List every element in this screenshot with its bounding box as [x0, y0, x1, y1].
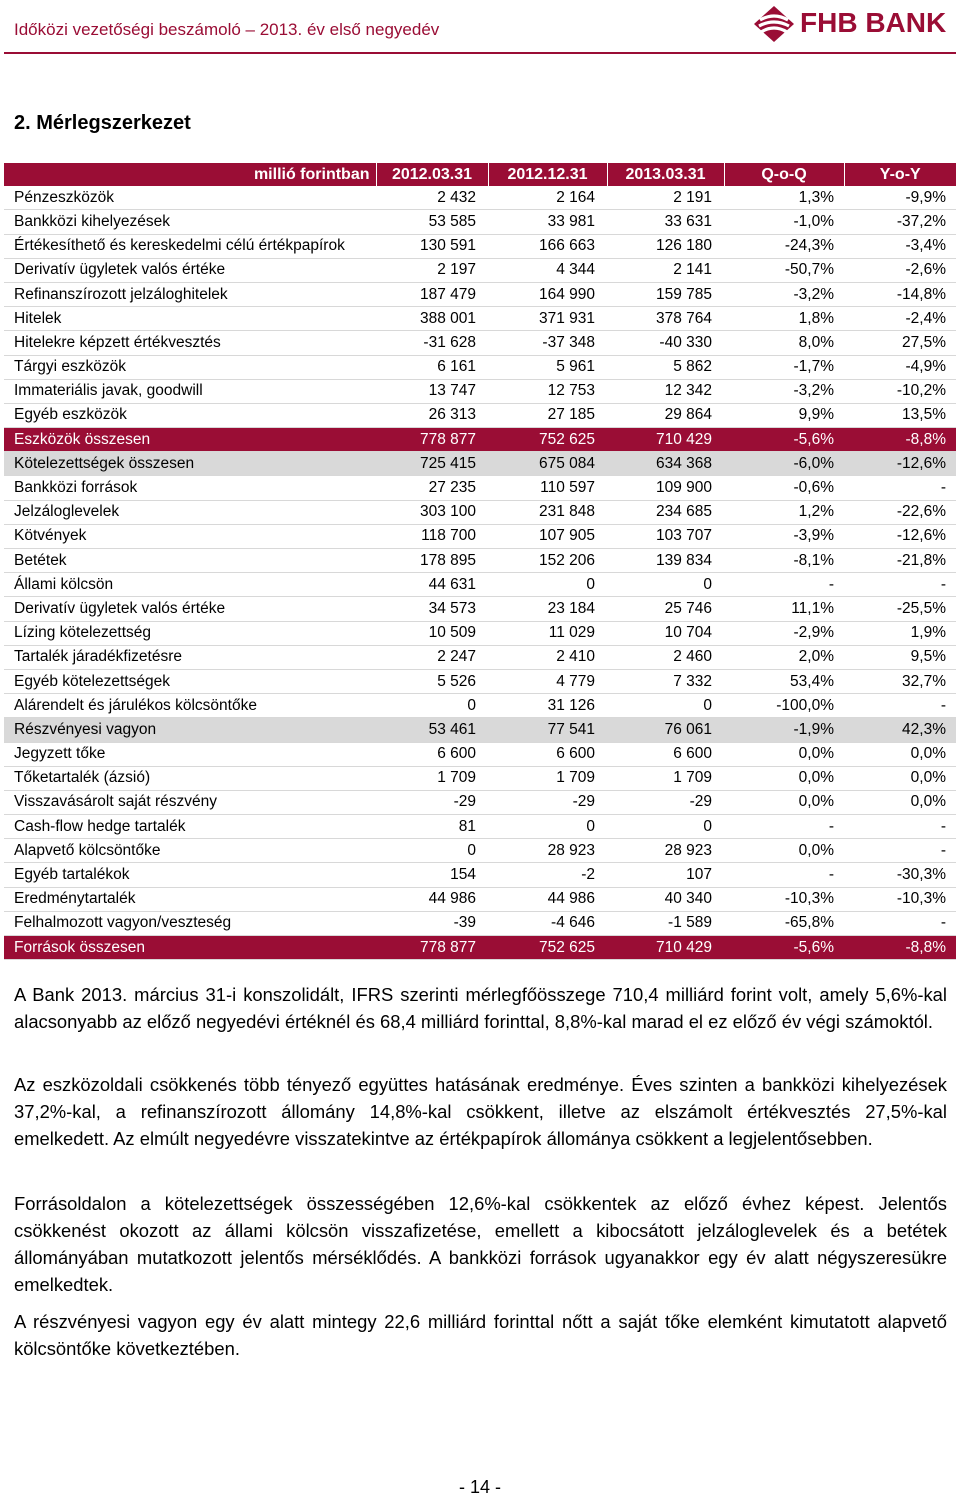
row-label: Kötvények: [14, 527, 87, 545]
value-2012-03-31: 2 197: [437, 261, 476, 279]
row-label: Jelzáloglevelek: [14, 503, 120, 521]
value-2012-12-31: -4 646: [551, 914, 595, 932]
value-2012-12-31: 5 961: [556, 358, 595, 376]
value-2013-03-31: 107: [686, 866, 712, 884]
value-2012-03-31: 2 247: [437, 648, 476, 666]
value-2012-03-31: 778 877: [376, 428, 488, 452]
paragraph: A részvényesi vagyon egy év alatt mintegy 22,6 milliárd forinttal nőtt a saját tőke elemként kimutatott alapvető kölcsöntőke következtében.: [14, 1311, 947, 1359]
yoy-change: -2,4%: [905, 309, 946, 327]
value-2012-12-31: 4 344: [556, 261, 595, 279]
value-2012-12-31: 4 779: [556, 672, 595, 690]
qoq-change: -0,6%: [793, 479, 834, 497]
row-label: Kötelezettségek összesen: [4, 452, 376, 476]
row-label: Cash-flow hedge tartalék: [14, 817, 186, 835]
table-row: [4, 839, 956, 863]
row-label: Derivatív ügyletek valós értéke: [14, 599, 226, 617]
value-2012-03-31: 44 631: [428, 575, 476, 593]
table-row: [4, 742, 956, 766]
qoq-change: 1,3%: [798, 188, 834, 206]
header-divider: [4, 52, 956, 54]
row-label: Egyéb eszközök: [14, 406, 127, 424]
table-row: [4, 500, 956, 524]
table-row: [4, 428, 956, 452]
yoy-change: -8,8%: [844, 428, 956, 452]
table-row: [4, 403, 956, 427]
yoy-change: -: [940, 817, 946, 835]
table-row: [4, 258, 956, 282]
value-2013-03-31: 25 746: [664, 599, 712, 617]
row-label: Tőketartalék (ázsió): [14, 769, 151, 787]
yoy-change: -14,8%: [896, 285, 946, 303]
qoq-change: -3,2%: [793, 285, 834, 303]
table-row: [4, 307, 956, 331]
balance-sheet-table: [4, 163, 956, 960]
value-2013-03-31: 7 332: [673, 672, 712, 690]
table-row: [4, 597, 956, 621]
qoq-change: 11,1%: [791, 599, 834, 617]
table-row: [4, 331, 956, 355]
value-2013-03-31: 126 180: [655, 237, 712, 255]
row-label: Alárendelt és járulékos kölcsöntőke: [14, 696, 257, 714]
table-row: [4, 694, 956, 718]
yoy-change: 0,0%: [910, 745, 946, 763]
qoq-change: 2,0%: [798, 648, 834, 666]
row-label: Derivatív ügyletek valós értéke: [14, 261, 226, 279]
row-label: Visszavásárolt saját részvény: [14, 793, 218, 811]
value-2012-03-31: 53 585: [428, 212, 476, 230]
value-2012-12-31: 27 185: [547, 406, 595, 424]
yoy-change: -9,9%: [905, 188, 946, 206]
value-2012-03-31: 0: [467, 696, 476, 714]
table-row: [4, 476, 956, 500]
value-2013-03-31: 1 709: [673, 769, 712, 787]
value-2012-03-31: 1 709: [437, 769, 476, 787]
yoy-change: 9,5%: [910, 648, 946, 666]
yoy-change: -10,2%: [896, 382, 946, 400]
value-2012-12-31: -37 348: [542, 333, 595, 351]
qoq-change: 0,0%: [798, 841, 834, 859]
yoy-change: -: [940, 914, 946, 932]
value-2012-03-31: 10 509: [428, 624, 476, 642]
value-2013-03-31: 378 764: [655, 309, 712, 327]
value-2012-12-31: 23 184: [547, 599, 595, 617]
value-2012-03-31: 6 600: [437, 745, 476, 763]
value-2013-03-31: 0: [703, 817, 712, 835]
value-2012-12-31: 31 126: [547, 696, 595, 714]
value-2013-03-31: 710 429: [607, 428, 724, 452]
paragraph: Az eszközoldali csökkenés több tényező együttes hatásának eredménye. Éves szinten a bankközi kihelyezések 37,2%-kal, a refinanszírozott állomány 14,8%-kal csökkent, illetve az elszámolt értékvesztés 27,5%-kal emelkedett. Az elmúlt negyedévre visszatekintve az értékpapírok állománya csökkent a legjelentősebben.: [14, 1074, 947, 1149]
qoq-change: 0,0%: [798, 769, 834, 787]
row-label: Alapvető kölcsöntőke: [14, 841, 161, 859]
table-row: [4, 718, 956, 742]
value-2013-03-31: 5 862: [673, 358, 712, 376]
value-2013-03-31: 10 704: [664, 624, 712, 642]
qoq-change: 1,8%: [798, 309, 834, 327]
row-label: Bankközi források: [14, 479, 138, 497]
row-label: Jegyzett tőke: [14, 745, 106, 763]
section-title: 2. Mérlegszerkezet: [14, 112, 191, 134]
value-2012-03-31: 81: [458, 817, 476, 835]
qoq-change: 1,2%: [798, 503, 834, 521]
yoy-change: 32,7%: [902, 672, 946, 690]
value-2013-03-31: 33 631: [664, 212, 712, 230]
fhb-logo-emblem-icon: [752, 4, 796, 44]
table-row: [4, 355, 956, 379]
qoq-change: -2,9%: [793, 624, 834, 642]
qoq-change: -1,7%: [793, 358, 834, 376]
value-2012-03-31: -31 628: [423, 333, 476, 351]
value-2012-03-31: 5 526: [437, 672, 476, 690]
value-2012-03-31: 27 235: [428, 479, 476, 497]
row-label: Eredménytartalék: [14, 890, 136, 908]
row-label: Felhalmozott vagyon/veszteség: [14, 914, 232, 932]
table-row: [4, 186, 956, 210]
value-2012-12-31: 752 625: [488, 428, 607, 452]
paragraph: Forrásoldalon a kötelezettségek összességében 12,6%-kal csökkentek az előző évhez képest. Jelentős csökkenést okozott az állami kölcsön visszafizetése, emellett a kibocsátott jelzáloglevelek és a betétek állományában mutatkozott jelentős mérséklődés. A bankközi források ugyanakkor egy év alatt négyszeresükre emelkedtek.: [14, 1193, 947, 1295]
yoy-change: -: [940, 696, 946, 714]
value-2012-03-31: 118 700: [421, 527, 476, 545]
value-2012-12-31: 1 709: [556, 769, 595, 787]
value-2012-12-31: 675 084: [488, 452, 607, 476]
yoy-change: 0,0%: [910, 793, 946, 811]
value-2012-03-31: 178 895: [419, 551, 476, 569]
value-2012-12-31: 2 164: [556, 188, 595, 206]
value-2013-03-31: 109 900: [655, 479, 712, 497]
value-2012-03-31: 187 479: [419, 285, 476, 303]
value-2013-03-31: -1 589: [668, 914, 712, 932]
table-row: [4, 524, 956, 548]
qoq-change: 0,0%: [798, 793, 834, 811]
row-label: Egyéb kötelezettségek: [14, 672, 170, 690]
qoq-change: -: [828, 866, 834, 884]
qoq-change: 8,0%: [798, 333, 834, 351]
value-2012-03-31: -29: [453, 793, 476, 811]
paragraph: A Bank 2013. március 31-i konszolidált, IFRS szerinti mérlegfőösszege 710,4 milliárd forint volt, amely 5,6%-kal alacsonyabb az előző negyedévi értéknél és 68,4 milliárd forinttal, 8,8%-kal marad el ez előző év végi számoktól.: [14, 984, 947, 1032]
yoy-change: -3,4%: [905, 237, 946, 255]
value-2012-03-31: 53 461: [376, 718, 488, 742]
yoy-change: 13,5%: [902, 406, 946, 424]
row-label: Lízing kötelezettség: [14, 624, 152, 642]
qoq-change: -50,7%: [784, 261, 834, 279]
yoy-change: 42,3%: [844, 718, 956, 742]
qoq-change: -1,9%: [724, 718, 844, 742]
value-2012-12-31: -29: [572, 793, 595, 811]
value-2012-12-31: 164 990: [538, 285, 595, 303]
value-2013-03-31: 29 864: [664, 406, 712, 424]
yoy-change: -37,2%: [896, 212, 946, 230]
yoy-change: 27,5%: [902, 333, 946, 351]
qoq-change: -: [828, 817, 834, 835]
value-2013-03-31: -29: [689, 793, 712, 811]
value-2012-03-31: 13 747: [428, 382, 476, 400]
value-2012-03-31: 725 415: [376, 452, 488, 476]
yoy-change: -2,6%: [905, 261, 946, 279]
table-row: [4, 887, 956, 911]
value-2013-03-31: 6 600: [673, 745, 712, 763]
value-2013-03-31: 159 785: [655, 285, 712, 303]
value-2012-12-31: 2 410: [556, 648, 595, 666]
column-header: Q-o-Q: [724, 163, 844, 186]
value-2013-03-31: 76 061: [607, 718, 724, 742]
value-2012-03-31: -39: [453, 914, 476, 932]
table-row: [4, 645, 956, 669]
table-row: [4, 911, 956, 935]
value-2013-03-31: -40 330: [659, 333, 712, 351]
value-2012-03-31: 130 591: [419, 237, 476, 255]
value-2013-03-31: 0: [703, 575, 712, 593]
value-2012-03-31: 778 877: [376, 936, 488, 960]
table-row: [4, 549, 956, 573]
row-label: Pénzeszközök: [14, 188, 114, 206]
row-label: Részvényesi vagyon: [4, 718, 376, 742]
column-header: millió forintban: [4, 163, 376, 186]
table-row: [4, 573, 956, 597]
qoq-change: -5,6%: [724, 428, 844, 452]
row-label: Hitelekre képzett értékvesztés: [14, 333, 221, 351]
yoy-change: -21,8%: [896, 551, 946, 569]
row-label: Immateriális javak, goodwill: [14, 382, 203, 400]
value-2012-03-31: 26 313: [428, 406, 476, 424]
yoy-change: -10,3%: [896, 890, 946, 908]
value-2012-12-31: 166 663: [538, 237, 595, 255]
value-2013-03-31: 710 429: [607, 936, 724, 960]
value-2012-12-31: 12 753: [547, 382, 595, 400]
value-2013-03-31: 2 141: [673, 261, 712, 279]
table-row: [4, 234, 956, 258]
qoq-change: -6,0%: [724, 452, 844, 476]
value-2012-12-31: 752 625: [488, 936, 607, 960]
value-2012-03-31: 6 161: [437, 358, 476, 376]
logo-text: FHB BANK: [800, 7, 947, 38]
row-label: Betétek: [14, 551, 67, 569]
table-row: [4, 379, 956, 403]
yoy-change: 1,9%: [910, 624, 946, 642]
value-2012-03-31: 2 432: [437, 188, 476, 206]
fhb-bank-logo: [752, 4, 952, 44]
value-2013-03-31: 28 923: [664, 841, 712, 859]
yoy-change: -: [940, 479, 946, 497]
yoy-change: -: [940, 841, 946, 859]
value-2013-03-31: 139 834: [655, 551, 712, 569]
value-2013-03-31: 634 368: [607, 452, 724, 476]
value-2012-12-31: 110 597: [540, 479, 595, 497]
row-label: Hitelek: [14, 309, 62, 327]
document-header-title: Időközi vezetőségi beszámoló – 2013. év első negyedév: [14, 20, 440, 39]
table-row: [4, 621, 956, 645]
yoy-change: -22,6%: [896, 503, 946, 521]
row-label: Tárgyi eszközök: [14, 358, 126, 376]
value-2012-12-31: 28 923: [547, 841, 595, 859]
yoy-change: -4,9%: [905, 358, 946, 376]
row-label: Források összesen: [4, 936, 376, 960]
qoq-change: -65,8%: [784, 914, 834, 932]
value-2012-12-31: 0: [586, 817, 595, 835]
table-header-row: [4, 163, 956, 186]
yoy-change: -25,5%: [896, 599, 946, 617]
qoq-change: -8,1%: [793, 551, 834, 569]
value-2013-03-31: 2 460: [673, 648, 712, 666]
column-header: 2012.12.31: [488, 163, 607, 186]
value-2013-03-31: 103 707: [655, 527, 712, 545]
value-2012-12-31: 33 981: [547, 212, 595, 230]
qoq-change: 0,0%: [798, 745, 834, 763]
value-2013-03-31: 2 191: [673, 188, 712, 206]
row-label: Bankközi kihelyezések: [14, 212, 170, 230]
value-2012-03-31: 303 100: [419, 503, 476, 521]
value-2013-03-31: 40 340: [664, 890, 712, 908]
qoq-change: -24,3%: [784, 237, 834, 255]
yoy-change: -12,6%: [896, 527, 946, 545]
row-label: Állami kölcsön: [14, 575, 114, 593]
qoq-change: 9,9%: [798, 406, 834, 424]
table-row: [4, 936, 956, 960]
value-2012-12-31: 0: [586, 575, 595, 593]
value-2012-03-31: 388 001: [419, 309, 476, 327]
yoy-change: -8,8%: [844, 936, 956, 960]
qoq-change: -3,9%: [793, 527, 834, 545]
value-2013-03-31: 234 685: [655, 503, 712, 521]
value-2012-12-31: 107 905: [538, 527, 595, 545]
page-number: - 14 -: [458, 1477, 501, 1497]
row-label: Tartalék járadékfizetésre: [14, 648, 182, 666]
table-row: [4, 210, 956, 234]
yoy-change: 0,0%: [910, 769, 946, 787]
value-2013-03-31: 12 342: [664, 382, 712, 400]
qoq-change: -: [828, 575, 834, 593]
yoy-change: -30,3%: [896, 866, 946, 884]
qoq-change: 53,4%: [790, 672, 834, 690]
value-2012-12-31: 371 931: [538, 309, 595, 327]
table-row: [4, 815, 956, 839]
column-header: 2013.03.31: [607, 163, 724, 186]
row-label: Refinanszírozott jelzáloghitelek: [14, 285, 228, 303]
value-2012-03-31: 34 573: [428, 599, 476, 617]
qoq-change: -100,0%: [776, 696, 834, 714]
value-2012-03-31: 154: [450, 866, 476, 884]
qoq-change: -1,0%: [793, 212, 834, 230]
table-row: [4, 669, 956, 693]
value-2012-12-31: 44 986: [547, 890, 595, 908]
qoq-change: -10,3%: [784, 890, 834, 908]
table-row: [4, 282, 956, 306]
table-row: [4, 452, 956, 476]
qoq-change: -3,2%: [793, 382, 834, 400]
row-label: Eszközök összesen: [4, 428, 376, 452]
value-2013-03-31: 0: [703, 696, 712, 714]
row-label: Értékesíthető és kereskedelmi célú értékpapírok: [14, 237, 345, 255]
value-2012-03-31: 0: [467, 841, 476, 859]
column-header: 2012.03.31: [376, 163, 488, 186]
yoy-change: -: [940, 575, 946, 593]
value-2012-12-31: 6 600: [556, 745, 595, 763]
row-label: Egyéb tartalékok: [14, 866, 130, 884]
value-2012-03-31: 44 986: [428, 890, 476, 908]
table-row: [4, 790, 956, 814]
value-2012-12-31: 77 541: [488, 718, 607, 742]
qoq-change: -5,6%: [724, 936, 844, 960]
table-row: [4, 766, 956, 790]
value-2012-12-31: 231 848: [538, 503, 595, 521]
yoy-change: -12,6%: [844, 452, 956, 476]
table-row: [4, 863, 956, 887]
column-header: Y-o-Y: [844, 163, 956, 186]
value-2012-12-31: 152 206: [538, 551, 595, 569]
value-2012-12-31: 11 029: [548, 624, 595, 642]
value-2012-12-31: -2: [581, 866, 595, 884]
